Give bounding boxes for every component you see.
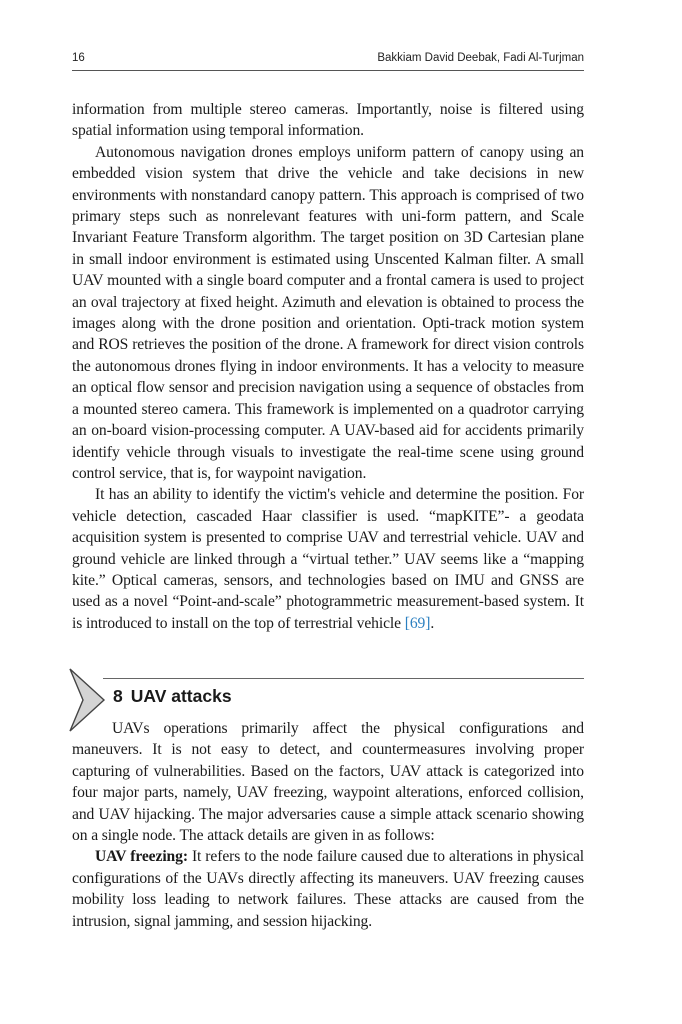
- running-head: [72, 52, 584, 71]
- body-text-section: [72, 718, 584, 932]
- paragraph-uav-freezing-text: It refers to the node failure caused due to alterations in physical configurations of the UAVs directly affecting its maneuvers. UAV freezing causes mobility loss leading to network failures. These attacks are caused from the intrusion, signal jamming, and session hijacking.: [72, 848, 584, 930]
- paragraph-vehicle-identification-text: It has an ability to identify the victim's vehicle and determine the position. For vehicle detection, cascaded Haar classifier is used. “mapKITE”- a geodata acquisition system is presented to comprise UAV and terrestrial vehicle. UAV and ground vehicle are linked through a “virtual tether.” UAV seems like a “mapping kite.” Optical cameras, sensors, and technologies based on IMU and GNSS are used as a novel “Point-and-scale” photogrammetric measurement-based system. It is introduced to install on the top of terrestrial vehicle: [72, 486, 584, 632]
- term-uav-freezing: UAV freezing:: [95, 848, 188, 866]
- paragraph-autonomous-navigation: Autonomous navigation drones employs uniform pattern of canopy using an embedded vision system that drive the vehicle and take decisions in new environments with nonstandard canopy pattern. This approach is comprised of two primary steps such as nonrelevant features with uni-form pattern, and Scale Invariant Feature Transform algorithm. The target position on 3D Cartesian plane in small indoor environment is estimated using Unscented Kalman filter. A small UAV mounted with a single board computer and a frontal camera is used to project an oval trajectory at fixed height. Azimuth and elevation is obtained to process the images along with the drone position and orientation. Opti-track motion system and ROS retrieves the position of the drone. A framework for direct vision controls the autonomous drones flying in indoor environments. It has a velocity to measure an optical flow sensor and precision navigation using a sequence of obstacles from a mounted stereo camera. This framework is implemented on a quadrotor carrying an on-board vision-processing computer. A UAV-based aid for accidents primarily identify vehicle through visuals to investigate the real-time scene using ground control service, that is, for waypoint navigation.: [72, 143, 584, 482]
- section-title-text: UAV attacks: [130, 686, 232, 706]
- paragraph-period: .: [430, 614, 435, 632]
- paragraph-continuation: information from multiple stereo cameras. Importantly, noise is filtered using spatial information using temporal information.: [72, 101, 584, 140]
- page-number: 16: [72, 52, 85, 64]
- section-number: 8: [113, 686, 123, 706]
- citation-link[interactable]: [69]: [404, 614, 431, 632]
- section-title: [113, 686, 232, 707]
- section-heading-rule: [103, 678, 584, 679]
- running-head-authors: Bakkiam David Deebak, Fadi Al-Turjman: [377, 52, 584, 64]
- body-text-top: [72, 99, 584, 634]
- paragraph-vehicle-identification: [72, 484, 584, 634]
- paragraph-uav-freezing: [72, 846, 584, 932]
- paragraph-uav-operations: UAVs operations primarily affect the physical configurations and maneuvers. It is not easy to detect, and countermeasures involving proper capturing of vulnerabilities. Based on the factors, UAV attack is categorized into four major parts, namely, UAV freezing, waypoint alterations, enforced collision, and UAV hijacking. The major adversaries cause a simple attack scenario showing on a single node. The attack details are given in as follows:: [72, 720, 584, 845]
